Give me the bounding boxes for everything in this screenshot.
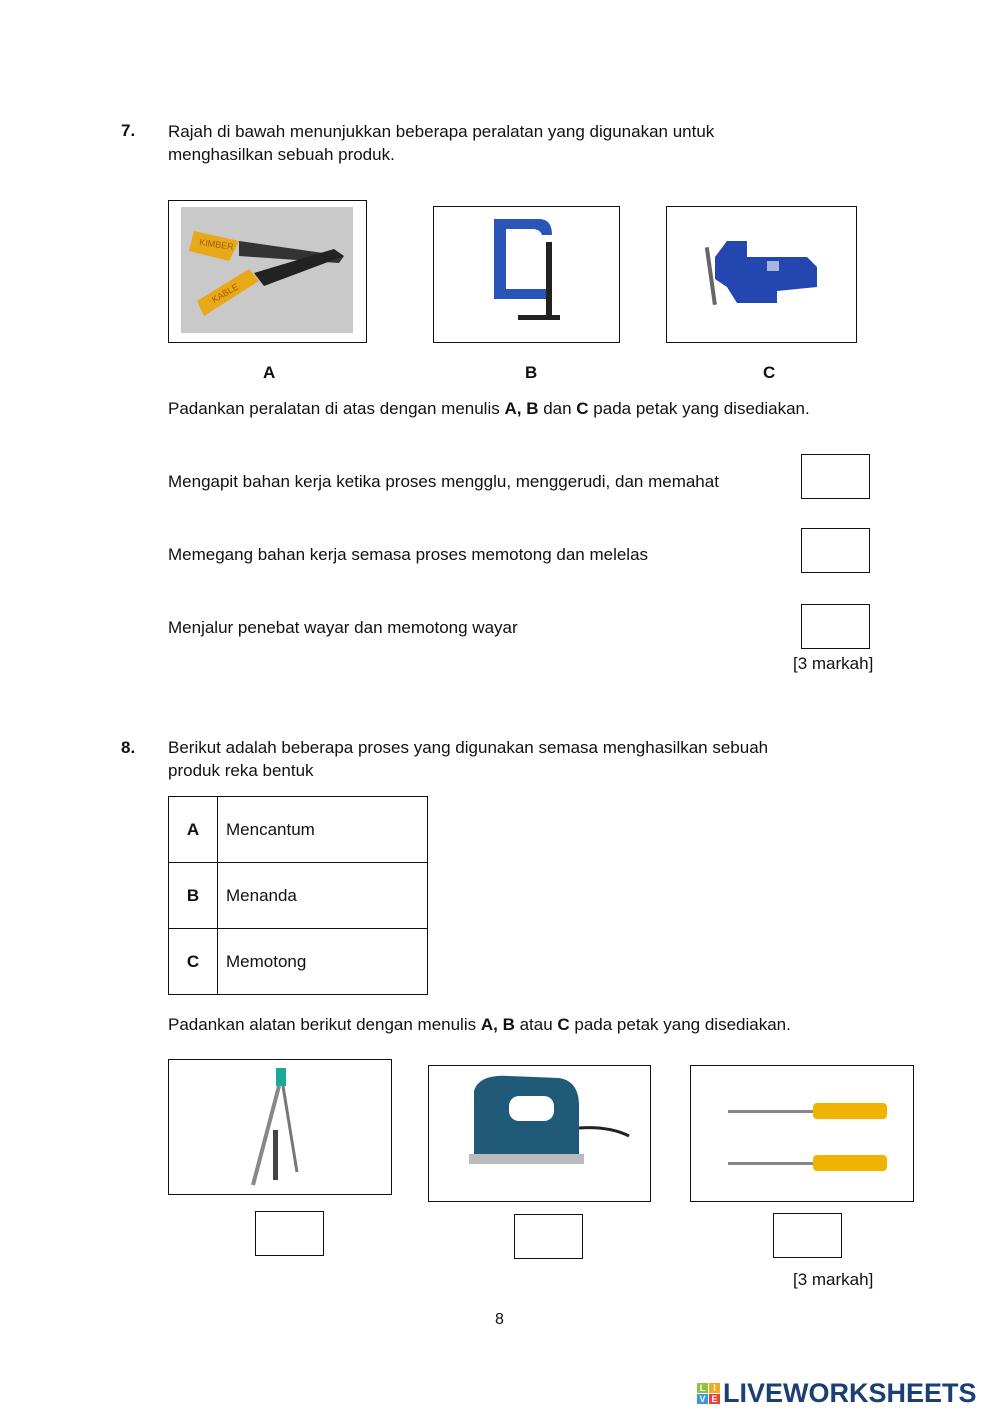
image-label-a: A <box>263 363 276 382</box>
question-7-marks: [3 markah] <box>793 654 874 673</box>
liveworksheets-logo: L I V E LIVEWORKSHEETS <box>697 1378 977 1409</box>
question-8-line2: produk reka bentuk <box>168 761 314 780</box>
row-key: C <box>169 929 218 995</box>
question-7-instruction: Padankan peralatan di atas dengan menulis A, B dan C pada petak yang disediakan. <box>168 399 810 418</box>
question-7-line2: menghasilkan sebuah produk. <box>168 145 395 164</box>
page-number: 8 <box>495 1311 504 1328</box>
question-7-line1: Rajah di bawah menunjukkan beberapa peralatan yang digunakan untuk <box>168 122 715 141</box>
question-8-number: 8. <box>121 738 136 757</box>
compass-image <box>168 1059 392 1195</box>
logo-icon: L I V E <box>697 1383 720 1404</box>
question-7-text <box>168 120 714 166</box>
row-value: Memotong <box>218 929 428 995</box>
statement-2: Memegang bahan kerja semasa proses memotong dan melelas <box>168 545 649 564</box>
row-key: B <box>169 863 218 929</box>
statement-3: Menjalur penebat wayar dan memotong wayar <box>168 618 518 637</box>
answer-box-q8-3[interactable] <box>773 1213 842 1258</box>
statement-1: Mengapit bahan kerja ketika proses mengglu, menggerudi, dan memahat <box>168 472 719 491</box>
answer-box-q7-1[interactable] <box>801 454 870 499</box>
g-clamp-image <box>433 206 620 343</box>
row-value: Menanda <box>218 863 428 929</box>
row-key: A <box>169 797 218 863</box>
question-7-number: 7. <box>121 121 136 140</box>
wire-stripper-image <box>168 200 367 343</box>
table-row <box>169 797 428 863</box>
image-label-c: C <box>763 363 776 382</box>
image-label-b: B <box>525 363 538 382</box>
answer-box-q7-2[interactable] <box>801 528 870 573</box>
svg-text:KIMBER: KIMBER <box>198 237 235 252</box>
answer-box-q8-2[interactable] <box>514 1214 583 1259</box>
answer-box-q8-1[interactable] <box>255 1211 324 1256</box>
question-8-line1: Berikut adalah beberapa proses yang digunakan semasa menghasilkan sebuah <box>168 738 769 757</box>
table-row <box>169 863 428 929</box>
svg-text:KABLE: KABLE <box>210 281 241 305</box>
question-8-instruction: Padankan alatan berikut dengan menulis A, B atau C pada petak yang disediakan. <box>168 1015 791 1034</box>
answer-box-q7-3[interactable] <box>801 604 870 649</box>
question-8-marks: [3 markah] <box>793 1270 874 1289</box>
process-table <box>168 796 428 995</box>
table-row <box>169 929 428 995</box>
jigsaw-image <box>428 1065 651 1202</box>
bench-vice-image <box>666 206 857 343</box>
row-value: Mencantum <box>218 797 428 863</box>
question-8-text <box>168 736 768 782</box>
screwdrivers-image <box>690 1065 914 1202</box>
